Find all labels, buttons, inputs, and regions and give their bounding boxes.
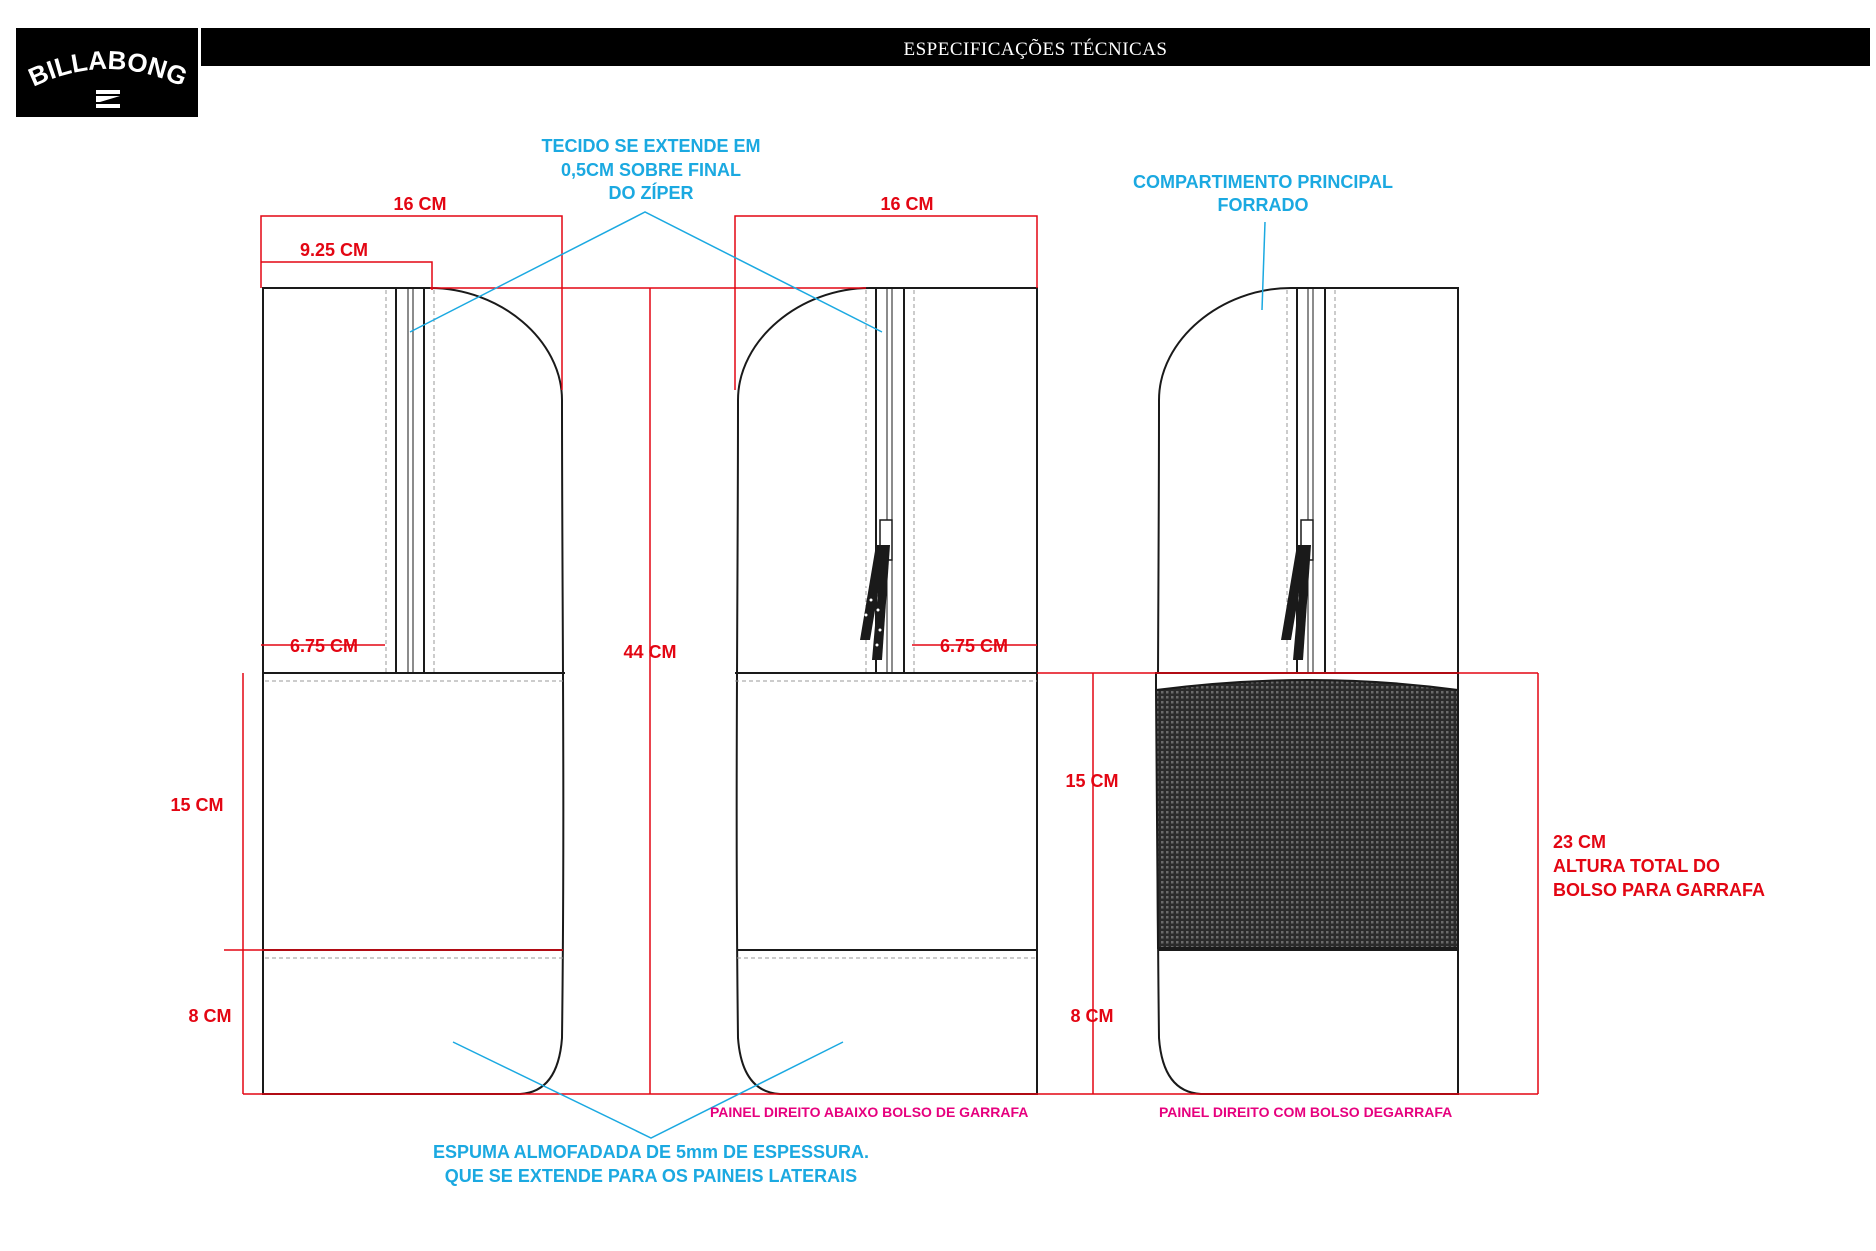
dim-left-lower-height: 15 CM (170, 795, 224, 815)
callout-foam-line1: ESPUMA ALMOFADADA DE 5mm DE ESPESSURA. (432, 1142, 870, 1162)
callout-leaders (410, 212, 1265, 1138)
logo-wordmark: BILLABONG (23, 44, 192, 93)
page-title: ESPECIFICAÇÕES TÉCNICAS (903, 39, 1168, 60)
left-panel (263, 288, 565, 1094)
middle-panel (735, 288, 1037, 1094)
dim-pocket-height: 23 CM (1553, 832, 1607, 852)
dim-left-base-height: 8 CM (188, 1006, 232, 1026)
callout-compartment-line1: COMPARTIMENTO PRINCIPAL (1133, 172, 1393, 192)
callout-foam-line2: QUE SE EXTENDE PARA OS PAINEIS LATERAIS (444, 1166, 858, 1186)
panel-label-middle: PAINEL DIREITO ABAIXO BOLSO DE GARRAFA (710, 1104, 1029, 1120)
callout-compartment-line2: FORRADO (1217, 195, 1309, 215)
callout-fabric-line2: 0,5CM SOBRE FINAL (560, 160, 742, 180)
mesh-bottle-pocket (1156, 673, 1458, 950)
dim-middle-lower-height: 15 CM (1065, 771, 1119, 791)
dim-middle-bottom-offset: 6.75 CM (939, 636, 1009, 656)
callout-fabric-line1: TECIDO SE EXTENDE EM (541, 136, 761, 156)
panel-label-right: PAINEL DIREITO COM BOLSO DEGARRAFA (1159, 1104, 1453, 1120)
dim-left-width: 16 CM (393, 194, 447, 214)
dim-pocket-label-line2: BOLSO PARA GARRAFA (1553, 880, 1766, 900)
callout-fabric-line3: DO ZÍPER (608, 183, 694, 203)
dim-left-top-offset: 9.25 CM (299, 240, 369, 260)
dim-middle-base-height: 8 CM (1070, 1006, 1114, 1026)
dim-left-bottom-offset: 6.75 CM (289, 636, 359, 656)
dim-middle-width: 16 CM (880, 194, 934, 214)
dim-total-height: 44 CM (623, 642, 677, 662)
dim-pocket-label-line1: ALTURA TOTAL DO (1553, 856, 1720, 876)
left-zipper-tape (396, 288, 424, 673)
